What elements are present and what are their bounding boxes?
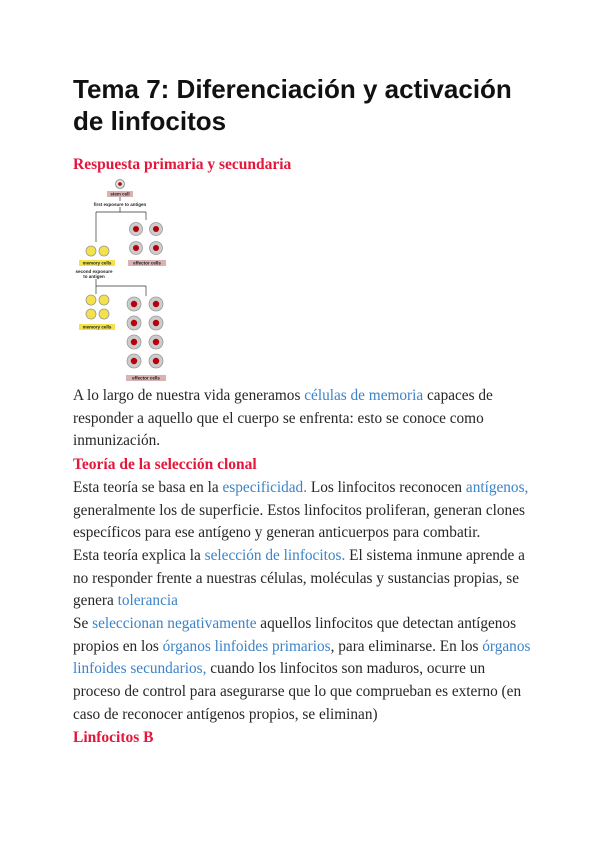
link-tolerance[interactable]: tolerancia bbox=[117, 592, 178, 610]
paragraph-memory-cells: A lo largo de nuestra vida generamos células de memoria capaces de responder a aquello que el cuerpo se enfrenta: esto se conoce como inmunización. bbox=[73, 387, 493, 450]
heading-b-lymphocytes: Linfocitos B bbox=[73, 729, 154, 746]
stem-cell-label: stem cell bbox=[110, 191, 130, 197]
link-secondary-lymphoid-organs[interactable]: órganos linfoides secundarios, bbox=[73, 637, 531, 678]
effector-cells-group bbox=[130, 223, 163, 255]
first-exposure-label: first exposure to antigen bbox=[93, 202, 147, 207]
heading-primary-secondary-response: Respuesta primaria y secundaria bbox=[73, 156, 292, 173]
immune-response-diagram bbox=[74, 176, 174, 386]
paragraph-negative-selection: Se seleccionan negativamente aquellos linfocitos que detectan antígenos propios en los órganos linfoides primarios, para eliminarse. En los órganos linfoides secundarios, cuando los linfocitos son maduros, ocurre un proceso de control para asegurarse que lo que comprueban es externo (en caso de reconocer antígenos propios, se eliminan) bbox=[73, 615, 531, 723]
memory-cells-label: memory cells bbox=[82, 260, 112, 266]
heading-clonal-selection: Teoría de la selección clonal bbox=[73, 456, 257, 473]
link-memory-cells[interactable]: células de memoria bbox=[304, 387, 424, 404]
memory-cells-label-2: memory cells bbox=[82, 324, 112, 330]
link-specificity[interactable]: especificidad. bbox=[222, 479, 308, 496]
paragraph-lymphocyte-selection: Esta teoría explica la selección de linfocitos. El sistema inmune aprende a no responder frente a nuestras células, moléculas y sustancias propias, se genera tolerancia bbox=[73, 547, 525, 610]
memory-cell bbox=[99, 246, 109, 256]
memory-cell bbox=[86, 309, 96, 319]
memory-cell bbox=[99, 309, 109, 319]
link-antigens[interactable]: antígenos, bbox=[465, 479, 529, 496]
effector-cells-label-2: effector cells bbox=[132, 375, 160, 381]
second-exposure-label-2: to antigen bbox=[83, 274, 105, 279]
link-lymphocyte-selection[interactable]: selección de linfocitos. bbox=[204, 547, 346, 564]
memory-cell bbox=[99, 295, 109, 305]
memory-cell bbox=[86, 295, 96, 305]
second-exposure-label: second exposure bbox=[75, 269, 113, 274]
effector-cells-group-2 bbox=[127, 297, 163, 368]
paragraph-specificity: Esta teoría se basa en la especificidad. Los linfocitos reconocen antígenos, generalmente los de superficie. Estos linfocitos proliferan, generan clones específicos para ese antígeno y generan anticuerpos para combatir. bbox=[73, 479, 529, 542]
memory-cell bbox=[86, 246, 96, 256]
link-negative-selection[interactable]: seleccionan negativamente bbox=[92, 615, 257, 632]
effector-cells-label: effector cells bbox=[133, 260, 161, 266]
link-primary-lymphoid-organs[interactable]: órganos linfoides primarios bbox=[162, 637, 331, 655]
page-title: Tema 7: Diferenciación y activación de linfocitos bbox=[73, 74, 512, 136]
